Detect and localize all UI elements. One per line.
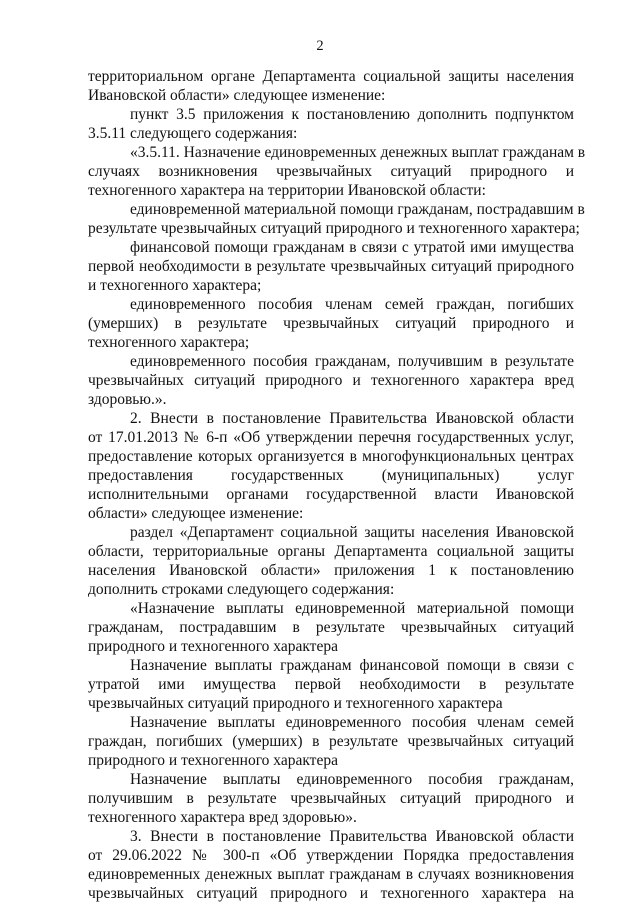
text-line: от 17.01.2013 № 6-п «Об утверждении перечня государственных услуг, (88, 429, 574, 446)
text-line: «3.5.11. Назначение единовременных денежных выплат гражданам в (130, 144, 586, 161)
text-line: природного и техногенного характера (88, 638, 338, 655)
text-line: Назначение выплаты единовременного пособия гражданам, (130, 771, 574, 788)
text-line: единовременного пособия членам семей граждан, погибших (130, 296, 574, 313)
text-line: граждан, погибших (умерших) в результате чрезвычайных ситуаций (88, 733, 574, 750)
text-line: области» следующее изменение: (88, 505, 304, 522)
text-line: техногенного характера; (88, 334, 250, 351)
text-line: гражданам, пострадавшим в результате чрезвычайных ситуаций (88, 619, 574, 636)
text-line: техногенного характера вред здоровью». (88, 809, 357, 826)
text-line: Назначение выплаты единовременного пособия членам семей (130, 714, 574, 731)
text-line: Назначение выплаты гражданам финансовой помощи в связи с (130, 657, 574, 674)
text-line: пункт 3.5 приложения к постановлению дополнить подпунктом (130, 106, 574, 123)
text-line: исполнительными органами государственной власти Ивановской (88, 486, 574, 503)
text-line: единовременной материальной помощи гражданам, пострадавшим в (130, 201, 585, 218)
text-line: Ивановской области» следующее изменение: (88, 87, 386, 104)
text-line: техногенного характера на территории Ивановской области: (88, 182, 486, 199)
text-line: финансовой помощи гражданам в связи с утратой ими имущества (130, 239, 574, 256)
text-line: единовременных денежных выплат гражданам в случаях возникновения (88, 866, 574, 883)
text-line: (умерших) в результате чрезвычайных ситуаций природного и (88, 315, 574, 332)
document-body (88, 67, 586, 903)
text-line: 3. Внести в постановление Правительства Ивановской области (130, 828, 574, 845)
text-line: предоставление которых организуется в многофункциональных центрах (88, 448, 574, 465)
text-line: природного и техногенного характера (88, 752, 338, 769)
text-line: 2. Внести в постановление Правительства Ивановской области (130, 410, 574, 427)
page-number: 2 (316, 38, 324, 54)
text-line: здоровью.». (88, 391, 167, 408)
text-line: предоставления государственных (муниципальных) услуг (88, 467, 574, 484)
text-line: результате чрезвычайных ситуаций природного и техногенного характера; (88, 220, 580, 237)
text-line: первой необходимости в результате чрезвычайных ситуаций природного (88, 258, 574, 275)
text-line: от 29.06.2022 № 300-п «Об утверждении Порядка предоставления (88, 847, 574, 864)
text-line: получившим в результате чрезвычайных ситуаций природного и (88, 790, 574, 807)
text-line: раздел «Департамент социальной защиты населения Ивановской (130, 524, 574, 541)
text-line: и техногенного характера; (88, 277, 262, 294)
text-line: чрезвычайных ситуаций природного и техногенного характера вред (88, 372, 574, 389)
text-line: чрезвычайных ситуаций природного и техногенного характера на (88, 885, 574, 902)
text-line: чрезвычайных ситуаций природного и техногенного характера (88, 695, 503, 712)
text-line: единовременного пособия гражданам, получившим в результате (130, 353, 574, 370)
text-line: населения Ивановской области» приложения 1 к постановлению (88, 562, 574, 579)
text-line: 3.5.11 следующего содержания: (88, 125, 298, 142)
text-line: дополнить строками следующего содержания: (88, 581, 395, 598)
text-line: территориальном органе Департамента социальной защиты населения (88, 68, 574, 85)
text-line: области, территориальные органы Департамента социальной защиты (88, 543, 574, 560)
text-line: утратой ими имущества первой необходимости в результате (88, 676, 574, 693)
text-line: случаях возникновения чрезвычайных ситуаций природного и (88, 163, 574, 180)
text-line: «Назначение выплаты единовременной материальной помощи (130, 600, 574, 617)
